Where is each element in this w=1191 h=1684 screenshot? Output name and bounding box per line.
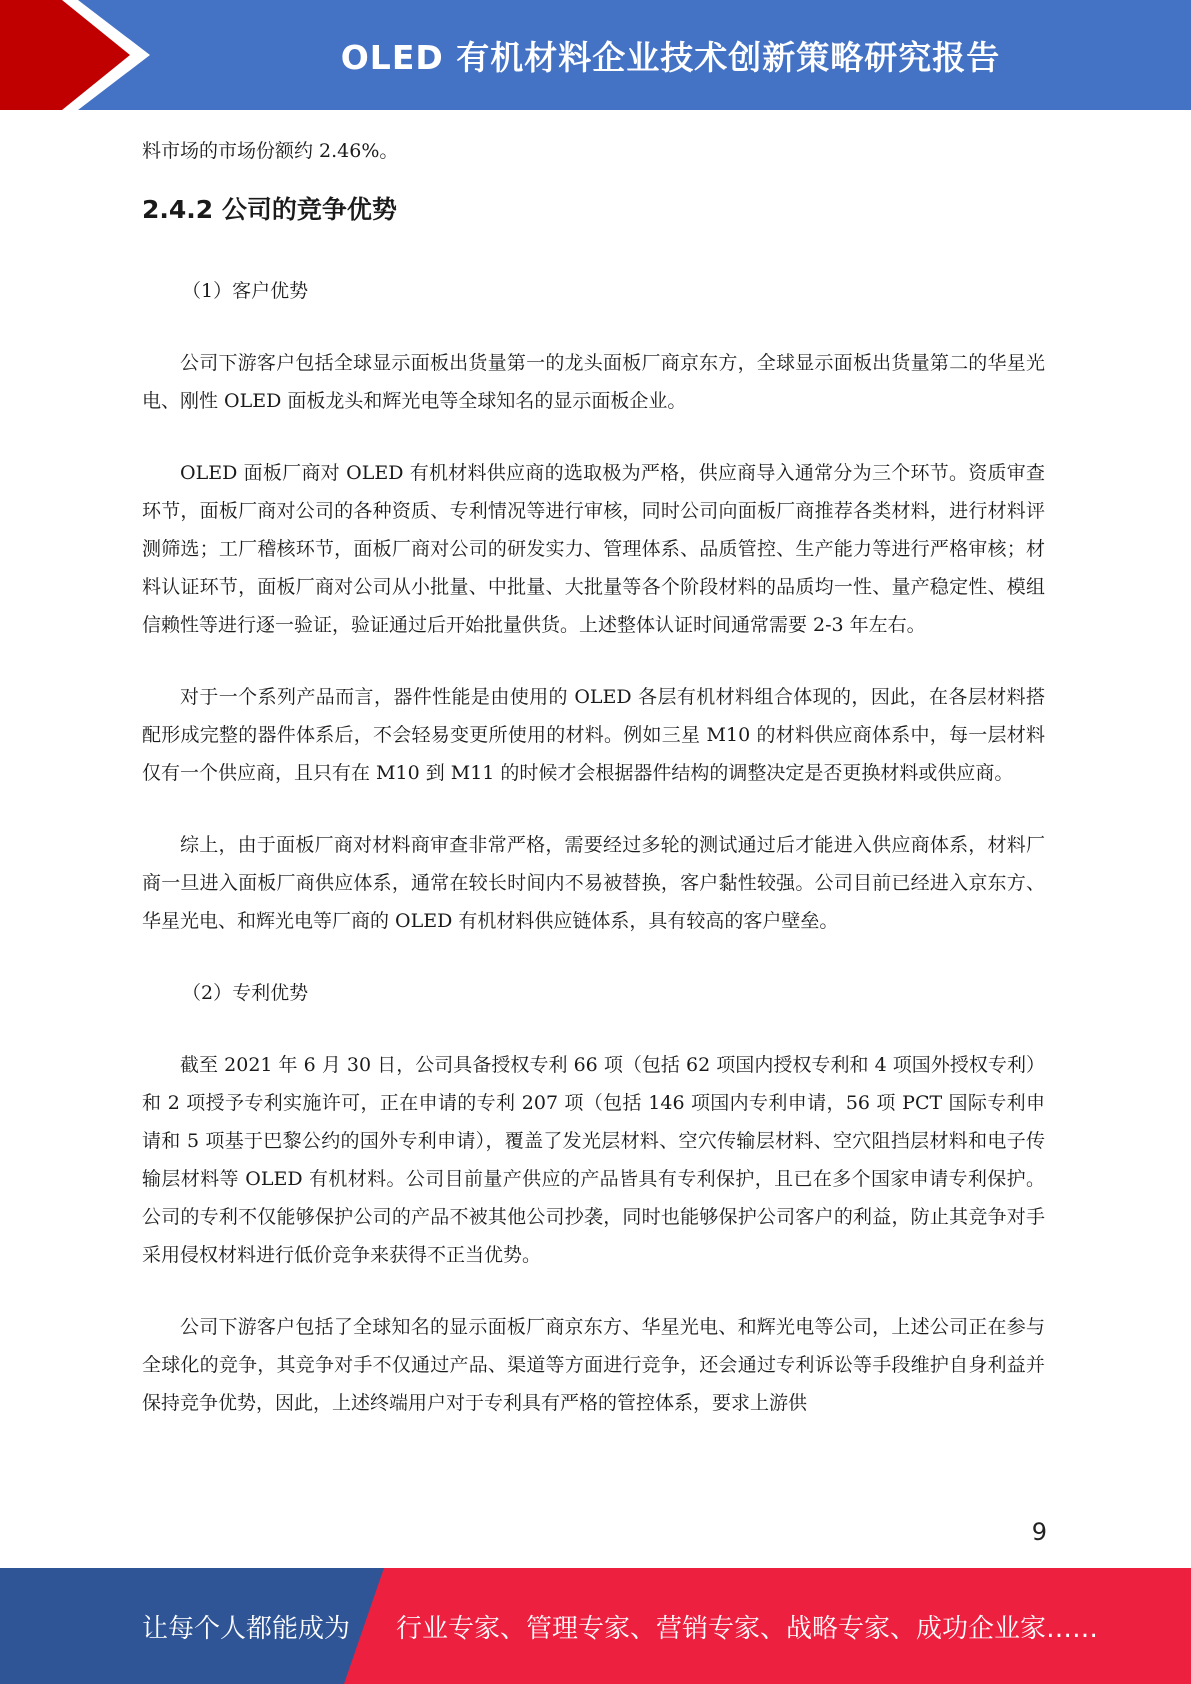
paragraph-5: 截至 2021 年 6 月 30 日，公司具备授权专利 66 项（包括 62 项国内授权专利和 4 项国外授权专利）和 2 项授予专利实施许可，正在申请的专利 207 项（包括 146 项国内专利申请，56 项 PCT 国际专利申请和 5 项基于巴黎公约的国外专利申请），覆盖了发光层材料、空穴传输层材料、空穴阻挡层材料和电子传输层材料等 OLED 有机材料。公司目前量产供应的产品皆具有专利保护，且已在多个国家申请专利保护。公司的专利不仅能够保护公司的产品不被其他公司抄袭，同时也能够保护公司客户的利益，防止其竞争对手采用侵权材料进行低价竞争来获得不正当优势。	[142, 1054, 1045, 1266]
paragraph-6: 公司下游客户包括了全球知名的显示面板厂商京东方、华星光电、和辉光电等公司，上述公司正在参与全球化的竞争，其竞争对手不仅通过产品、渠道等方面进行竞争，还会通过专利诉讼等手段维护自身利益并保持竞争优势，因此，上述终端用户对于专利具有严格的管控体系，要求上游供	[142, 1316, 1045, 1414]
lead-text: 料市场的市场份额约 2.46%。	[142, 140, 399, 162]
paragraph-2: OLED 面板厂商对 OLED 有机材料供应商的选取极为严格，供应商导入通常分为三个环节。资质审查环节，面板厂商对公司的各种资质、专利情况等进行审核，同时公司向面板厂商推荐各类材料，进行材料评测筛选；工厂稽核环节，面板厂商对公司的研发实力、管理体系、品质管控、生产能力等进行严格审核；材料认证环节，面板厂商对公司从小批量、中批量、大批量等各个阶段材料的品质均一性、量产稳定性、模组信赖性等进行逐一验证，验证通过后开始批量供货。上述整体认证时间通常需要 2-3 年左右。	[142, 462, 1045, 636]
paragraph-4: 综上，由于面板厂商对材料商审查非常严格，需要经过多轮的测试通过后才能进入供应商体系，材料厂商一旦进入面板厂商供应体系，通常在较长时间内不易被替换，客户黏性较强。公司目前已经进入京东方、华星光电、和辉光电等厂商的 OLED 有机材料供应链体系，具有较高的客户壁垒。	[142, 834, 1045, 932]
document-body	[142, 132, 1045, 1456]
sub-heading-customer: （1）客户优势	[182, 280, 309, 302]
page-number: 9	[1031, 1518, 1047, 1546]
report-title: OLED 有机材料企业技术创新策略研究报告	[340, 37, 1001, 77]
footer-slogan-left: 让每个人都能成为	[142, 1613, 351, 1644]
sub-heading-patent: （2）专利优势	[182, 982, 309, 1004]
paragraph-3: 对于一个系列产品而言，器件性能是由使用的 OLED 各层有机材料组合体现的，因此，在各层材料搭配形成完整的器件体系后，不会轻易变更所使用的材料。例如三星 M10 的材料供应商体系中，每一层材料仅有一个供应商，且只有在 M10 到 M11 的时候才会根据器件结构的调整决定是否更换材料或供应商。	[142, 686, 1045, 784]
header-banner	[0, 0, 1191, 110]
section-heading: 2.4.2 公司的竞争优势	[142, 195, 397, 224]
footer-slogan-right: 行业专家、管理专家、营销专家、战略专家、成功企业家……	[396, 1613, 1099, 1644]
paragraph-1: 公司下游客户包括全球显示面板出货量第一的龙头面板厂商京东方，全球显示面板出货量第二的华星光电、刚性 OLED 面板龙头和辉光电等全球知名的显示面板企业。	[142, 352, 1045, 412]
footer-banner	[0, 1568, 1191, 1684]
